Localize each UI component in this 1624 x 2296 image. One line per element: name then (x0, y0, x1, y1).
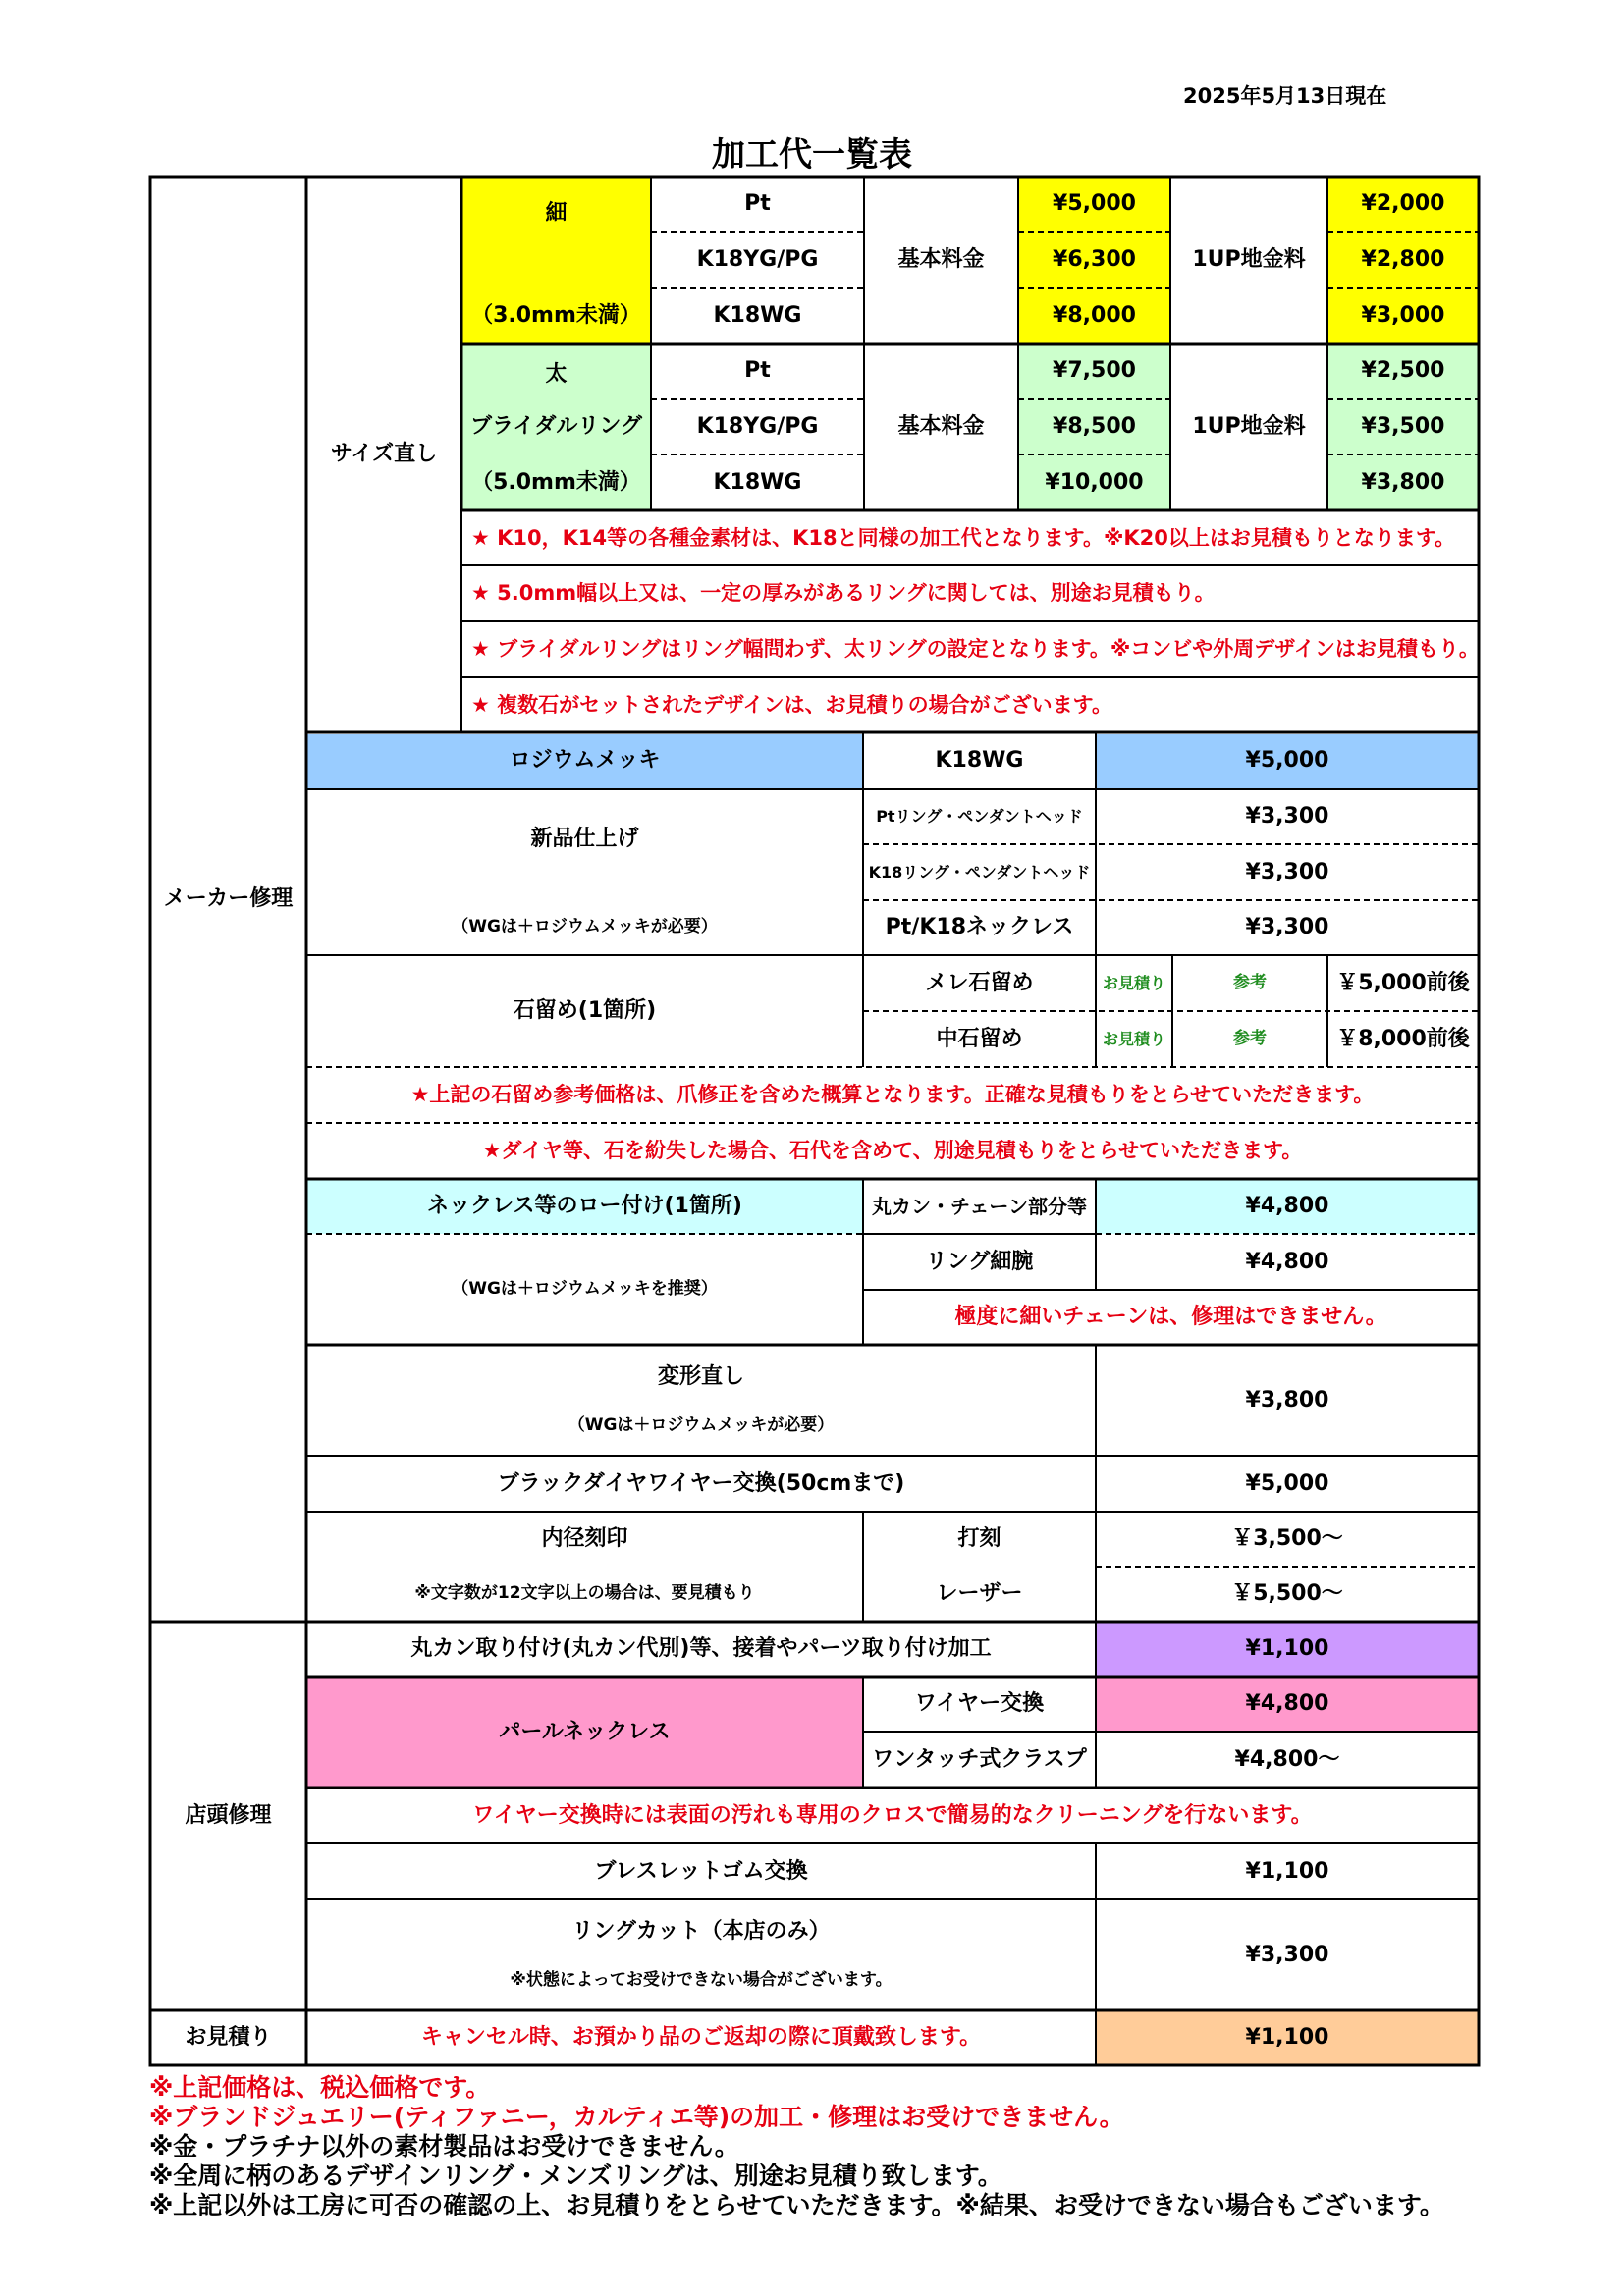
thick-base-k18wg-price: ¥10,000 (1045, 469, 1144, 495)
footer-note-5: ※上記以外は工房に可否の確認の上、お見積りをとらせていただきます。※結果、お受けできない場合もございます。 (149, 2191, 1444, 2219)
thick-ring-spec: （5.0mm未満） (471, 469, 641, 495)
thin-1up-k18yg-price: ¥2,800 (1361, 246, 1445, 272)
solder-price-chain: ¥4,800 (1245, 1194, 1329, 1219)
setting-price-mele: ￥5,000前後 (1336, 970, 1470, 995)
setting-est-mele: お見積り (1102, 973, 1165, 992)
footer-note-3: ※金・プラチナ以外の素材製品はお受けできません。 (149, 2132, 739, 2161)
rhodium-label: ロジウムメッキ (509, 748, 661, 774)
setting-ref-center: 参考 (1233, 1028, 1267, 1048)
finish-note: （WGは＋ロジウムメッキが必要） (452, 917, 718, 937)
solder-label: ネックレス等のロー付け(1箇所) (427, 1194, 742, 1219)
bridal-ring-name: ブライダルリング (470, 413, 642, 439)
marukan-label: 丸カン取り付け(丸カン代別)等、接着やパーツ取り付け加工 (410, 1636, 992, 1662)
pearl-price-wire: ¥4,800 (1245, 1691, 1329, 1717)
thin-metal-k18yg: K18YG/PG (696, 246, 819, 272)
size-note-1: ★ K10，K14等の各種金素材は、K18と同様の加工代となります。※K20以上はお見積もりとなります。 (471, 525, 1456, 550)
black-wire-price: ¥5,000 (1245, 1470, 1329, 1496)
setting-note-1: ★上記の石留め参考価格は、爪修正を含めた概算となります。正確な見積もりをとらせていただきます。 (410, 1083, 1375, 1107)
engrave-type-stamp: 打刻 (957, 1526, 1001, 1552)
section-maker-repair: メーカー修理 (163, 886, 294, 912)
thin-1up-pt-price: ¥2,000 (1361, 191, 1445, 217)
thin-ring-spec: （3.0mm未満） (471, 302, 641, 328)
finish-item-pt: Ptリング・ペンダントヘッド (876, 807, 1083, 826)
marukan-price: ¥1,100 (1245, 1636, 1329, 1662)
date-label: 2025年5月13日現在 (1183, 84, 1387, 108)
rhodium-metal: K18WG (935, 748, 1024, 774)
engrave-label: 内径刻印 (541, 1526, 628, 1552)
pearl-item-wire: ワイヤー交換 (914, 1691, 1045, 1717)
bracelet-label: ブレスレットゴム交換 (594, 1858, 808, 1884)
pearl-note: ワイヤー交換時には表面の汚れも専用のクロスで簡易的なクリーニングを行ないます。 (472, 1802, 1313, 1828)
finish-price-k18: ¥3,300 (1245, 859, 1329, 884)
thick-1up-k18yg-price: ¥3,500 (1361, 413, 1445, 439)
finish-item-necklace: Pt/K18ネックレス (885, 915, 1074, 940)
finish-price-necklace: ¥3,300 (1245, 915, 1329, 940)
pearl-necklace-label: パールネックレス (499, 1719, 671, 1744)
bracelet-price: ¥1,100 (1245, 1858, 1329, 1884)
engrave-type-laser: レーザー (936, 1581, 1023, 1607)
engrave-note: ※文字数が12文字以上の場合は、要見積もり (414, 1583, 755, 1604)
thin-1up-k18wg-price: ¥3,000 (1361, 302, 1445, 328)
thin-base-k18wg-price: ¥8,000 (1053, 302, 1136, 328)
ringcut-price: ¥3,300 (1245, 1942, 1329, 1967)
estimate-price: ¥1,100 (1245, 2025, 1329, 2051)
thick-base-pt-price: ¥7,500 (1053, 358, 1136, 384)
thick-metal-pt: Pt (744, 358, 771, 384)
section-store-repair: 店頭修理 (185, 1803, 272, 1829)
thin-1up-label: 1UP地金料 (1192, 247, 1306, 273)
footer-note-1: ※上記価格は、税込価格です。 (149, 2073, 491, 2102)
size-note-2: ★ 5.0mm幅以上又は、一定の厚みがあるリングに関しては、別途お見積もり。 (471, 581, 1216, 606)
footer-note-2: ※ブランドジュエリー(ティファニー，カルティエ等)の加工・修理はお受けできません。 (149, 2103, 1124, 2131)
deform-note: （WGは＋ロジウムメッキが必要） (568, 1415, 835, 1436)
finish-label: 新品仕上げ (530, 827, 639, 852)
page-title: 加工代一覧表 (712, 135, 912, 175)
pearl-price-clasp: ¥4,800～ (1234, 1746, 1340, 1772)
deform-price: ¥3,800 (1245, 1387, 1329, 1413)
estimate-text: キャンセル時、お預かり品のご返却の際に頂戴致します。 (420, 2025, 982, 2051)
thin-base-fee-label: 基本料金 (897, 247, 985, 273)
solder-item-chain: 丸カン・チェーン部分等 (872, 1194, 1087, 1218)
black-wire-label: ブラックダイヤワイヤー交換(50cmまで) (497, 1470, 905, 1496)
setting-note-2: ★ダイヤ等、石を紛失した場合、石代を含めて、別途見積もりをとらせていただきます。 (482, 1139, 1303, 1163)
ringcut-note: ※状態によってお受けできない場合がございます。 (510, 1970, 893, 1991)
size-adjust-label: サイズ直し (330, 442, 438, 467)
footer-notes (149, 2073, 1444, 2220)
solder-item-ring: リング細腕 (925, 1249, 1034, 1274)
finish-item-k18: K18リング・ペンダントヘッド (868, 862, 1091, 881)
solder-note: （WGは＋ロジウムメッキを推奨） (452, 1278, 718, 1299)
setting-price-center: ￥8,000前後 (1336, 1026, 1470, 1051)
footer-note-4: ※全周に柄のあるデザインリング・メンズリングは、別途お見積り致します。 (149, 2162, 1002, 2190)
thick-1up-label: 1UP地金料 (1192, 414, 1306, 440)
deform-label: 変形直し (657, 1364, 744, 1390)
finish-price-pt: ¥3,300 (1245, 804, 1329, 829)
setting-label: 石留め(1箇所) (513, 998, 657, 1024)
setting-est-center: お見積り (1102, 1029, 1165, 1048)
setting-type-mele: メレ石留め (925, 970, 1034, 995)
solder-price-ring: ¥4,800 (1245, 1249, 1329, 1274)
solder-warning: 極度に細いチェーンは、修理はできません。 (954, 1305, 1387, 1330)
thick-ring-name: 太 (545, 362, 568, 388)
thick-1up-k18wg-price: ¥3,800 (1361, 469, 1445, 495)
engrave-price-stamp: ￥3,500～ (1231, 1526, 1343, 1552)
setting-ref-mele: 参考 (1233, 972, 1267, 992)
thin-metal-k18wg: K18WG (713, 302, 802, 328)
ringcut-label: リングカット（本店のみ） (571, 1919, 831, 1945)
setting-type-center: 中石留め (936, 1026, 1023, 1051)
thick-1up-pt-price: ¥2,500 (1361, 358, 1445, 384)
thin-base-pt-price: ¥5,000 (1053, 191, 1136, 217)
thin-metal-pt: Pt (744, 191, 771, 217)
section-estimate: お見積り (185, 2025, 272, 2051)
thin-ring-name: 細 (545, 201, 568, 227)
size-note-4: ★ 複数石がセットされたデザインは、お見積りの場合がございます。 (471, 692, 1112, 717)
thick-metal-k18wg: K18WG (713, 469, 802, 495)
thick-base-k18yg-price: ¥8,500 (1053, 413, 1136, 439)
engrave-price-laser: ￥5,500～ (1231, 1581, 1343, 1607)
pearl-item-clasp: ワンタッチ式クラスプ (872, 1746, 1087, 1772)
thick-base-fee-label: 基本料金 (897, 414, 985, 440)
thin-base-k18yg-price: ¥6,300 (1053, 246, 1136, 272)
thick-metal-k18yg: K18YG/PG (696, 413, 819, 439)
rhodium-price: ¥5,000 (1245, 748, 1329, 774)
size-note-3: ★ ブライダルリングはリング幅問わず、太リングの設定となります。※コンビや外周デザインはお見積もり。 (471, 637, 1480, 662)
